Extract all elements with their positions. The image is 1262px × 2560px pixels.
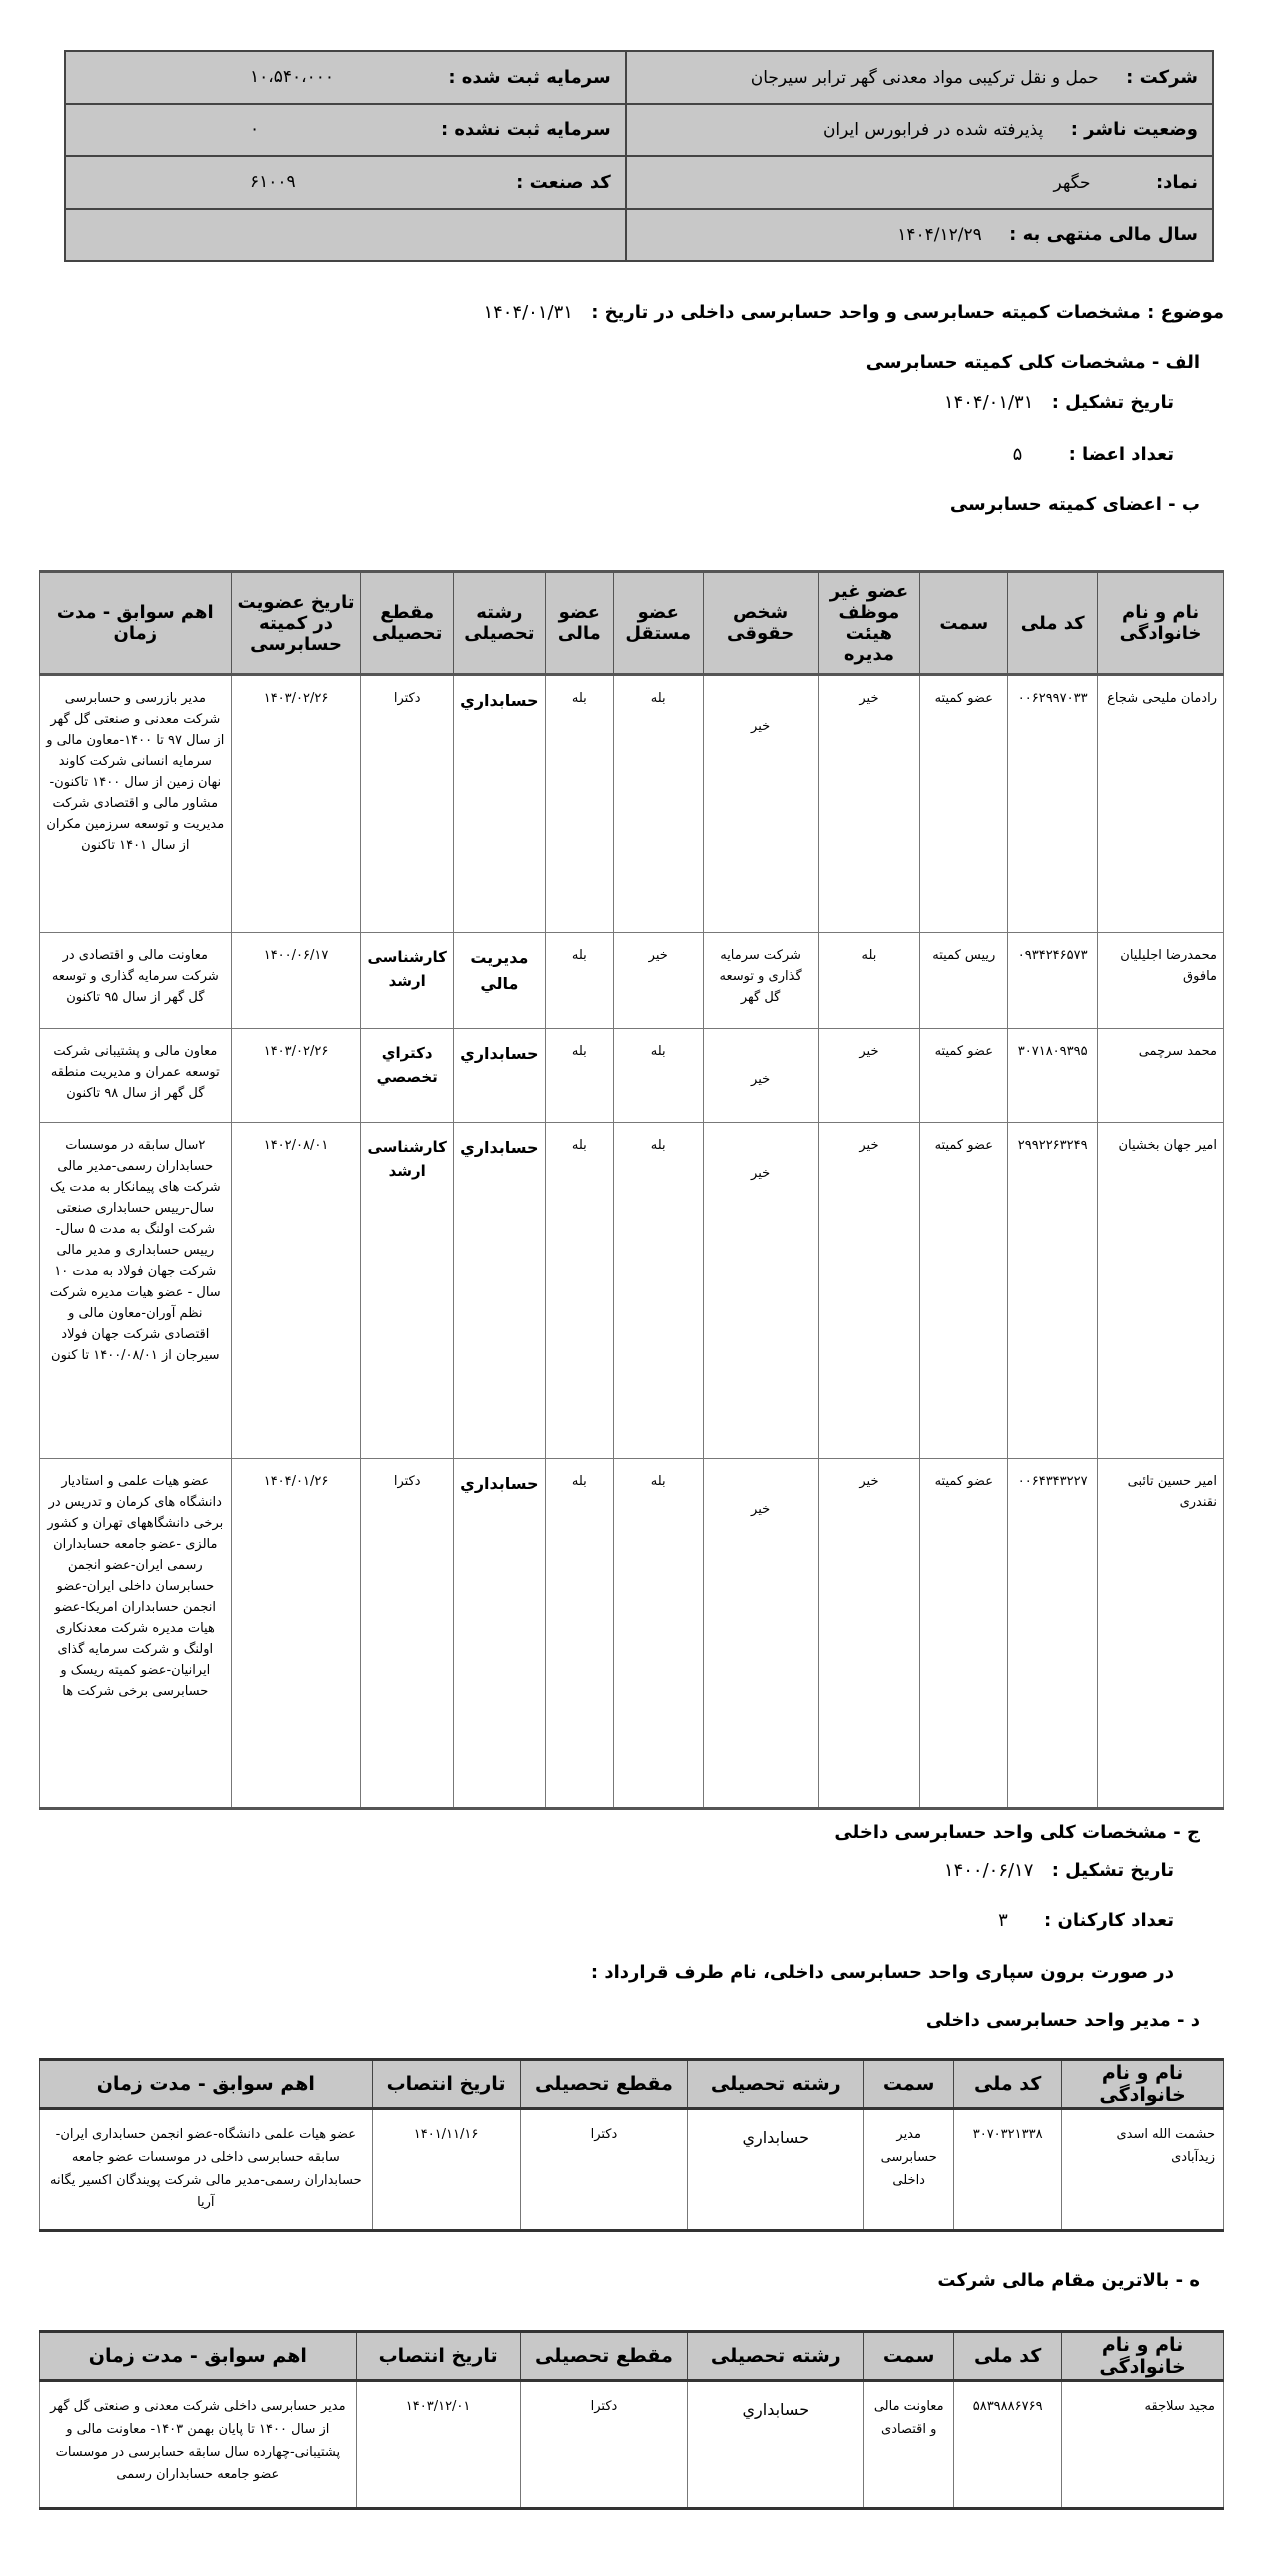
unregistered-capital-label: سرمایه ثبت نشده : xyxy=(440,119,611,141)
header-name: نام و نام خانوادگی xyxy=(1062,2060,1224,2109)
member-field: حسابداري xyxy=(453,675,545,933)
cfo-degree: دکترا xyxy=(520,2381,688,2509)
header-name: نام و نام خانوادگی xyxy=(1098,572,1224,675)
member-national-id: ۰۰۶۲۹۹۷۰۳۳ xyxy=(1008,675,1098,933)
section-a-title: الف - مشخصات کلی کمیته حسابرسی xyxy=(865,352,1200,373)
cfo-appointment: ۱۴۰۳/۱۲/۰۱ xyxy=(356,2381,520,2509)
subject-label: موضوع : مشخصات کمیته حسابرسی و واحد حسابرسی داخلی در تاریخ : xyxy=(591,302,1224,323)
header-independent: عضو مستقل xyxy=(613,572,703,675)
header-degree: مقطع تحصیلی xyxy=(520,2060,688,2109)
table-row xyxy=(40,1459,1224,1809)
symbol-label: نماد: xyxy=(1155,171,1198,193)
company-info-table xyxy=(64,50,1214,262)
company-label: شرکت : xyxy=(1126,66,1198,88)
table-row xyxy=(40,1029,1224,1123)
header-non-exec: عضو غیر موظف هیئت مدیره xyxy=(818,572,920,675)
member-membership-date: ۱۴۰۰/۰۶/۱۷ xyxy=(231,933,361,1029)
member-field: مدیریت مالي xyxy=(453,933,545,1029)
member-name: محمد سرچمی xyxy=(1098,1029,1224,1123)
section-e-title: ه - بالاترین مقام مالی شرکت xyxy=(937,2270,1200,2291)
committee-members-table xyxy=(39,570,1224,1810)
table-row xyxy=(40,675,1224,933)
member-national-id: ۰۹۳۴۲۴۶۵۷۳ xyxy=(1008,933,1098,1029)
header-appointment: تاریخ انتصاب xyxy=(372,2060,520,2109)
member-independent: بله xyxy=(613,1459,703,1809)
table-row xyxy=(40,1123,1224,1459)
fiscal-year-label: سال مالی منتهی به : xyxy=(1009,224,1198,246)
header-legal-entity: شخص حقوقی xyxy=(703,572,818,675)
header-national-id: کد ملی xyxy=(954,2332,1062,2381)
committee-formation-line xyxy=(944,392,1174,413)
industry-code-value: ۶۱۰۰۹ xyxy=(250,171,296,192)
member-non-exec: خیر xyxy=(818,1459,920,1809)
header-degree: مقطع تحصیلی xyxy=(520,2332,688,2381)
member-independent: بله xyxy=(613,1123,703,1459)
manager-header-row xyxy=(40,2060,1224,2109)
member-independent: خیر xyxy=(613,933,703,1029)
member-experience: معاون مالی و پشتیبانی شرکت توسعه عمران و مدیریت منطقه گل گهر از سال ۹۸ تاکنون xyxy=(40,1029,232,1123)
member-legal-entity: شرکت سرمایه گذاری و توسعه گل گهر xyxy=(703,933,818,1029)
header-membership-date: تاریخ عضویت در کمیته حسابرسی xyxy=(231,572,361,675)
publisher-status-label: وضعیت ناشر : xyxy=(1070,119,1198,141)
member-financial: بله xyxy=(545,1459,613,1809)
industry-code-cell xyxy=(65,156,626,209)
member-membership-date: ۱۴۰۲/۰۸/۰۱ xyxy=(231,1123,361,1459)
registered-capital-cell xyxy=(65,51,626,104)
member-membership-date: ۱۴۰۴/۰۱/۲۶ xyxy=(231,1459,361,1809)
committee-formation-label: تاریخ تشکیل : xyxy=(1051,392,1174,413)
member-name: رادمان ملیحی شجاع xyxy=(1098,675,1224,933)
table-row xyxy=(40,2381,1224,2509)
members-count-label: تعداد اعضا : xyxy=(1068,444,1174,465)
registered-capital-value: ۱۰،۵۴۰،۰۰۰ xyxy=(250,66,335,87)
member-non-exec: خیر xyxy=(818,1029,920,1123)
header-appointment: تاریخ انتصاب xyxy=(356,2332,520,2381)
member-non-exec: خیر xyxy=(818,675,920,933)
manager-name: حشمت الله اسدی زیدآبادی xyxy=(1062,2109,1224,2231)
header-position: سمت xyxy=(864,2332,954,2381)
member-membership-date: ۱۴۰۳/۰۲/۲۶ xyxy=(231,1029,361,1123)
member-name: امیر جهان بخشیان xyxy=(1098,1123,1224,1459)
unit-formation-label: تاریخ تشکیل : xyxy=(1051,1860,1174,1881)
member-legal-entity: خیر xyxy=(703,1459,818,1809)
table-row xyxy=(40,2109,1224,2231)
section-b-title: ب - اعضای کمیته حسابرسی xyxy=(949,494,1200,515)
member-experience: ۲سال سابقه در موسسات حسابداران رسمی-مدیر مالی شرکت های پیمانکار به مدت یک سال-رییس حسابداری صنعتی شرکت اولنگ به مدت ۵ سال-رییس حسابداری و مدیر مالی شرکت جهان فولاد به مدت ۱۰ سال - عضو هیات مدیره شرکت نظم آوران-معاون مالی و اقتصادی شرکت جهان فولاد سیرجان از ۱۴۰۰/۰۸/۰۱ تا کنون xyxy=(40,1123,232,1459)
manager-appointment: ۱۴۰۱/۱۱/۱۶ xyxy=(372,2109,520,2231)
member-position: عضو کمیته xyxy=(920,1123,1008,1459)
header-national-id: کد ملی xyxy=(1008,572,1098,675)
symbol-cell xyxy=(626,156,1213,209)
member-position: عضو کمیته xyxy=(920,1029,1008,1123)
unregistered-capital-value: ۰ xyxy=(250,119,260,140)
manager-position: مدیر حسابرسی داخلی xyxy=(864,2109,954,2231)
manager-field: حسابداري xyxy=(688,2109,864,2231)
company-cell xyxy=(626,51,1213,104)
cfo-header-row xyxy=(40,2332,1224,2381)
member-non-exec: بله xyxy=(818,933,920,1029)
subject-line xyxy=(483,302,1224,323)
member-legal-entity: خیر xyxy=(703,1123,818,1459)
member-experience: عضو هیات علمی و استادیار دانشگاه های کرمان و تدریس در برخی دانشگاههای تهران و کشور مالزی -عضو جامعه حسابداران رسمی ایران-عضو انجمن حسابرسان داخلی ایران-عضو انجمن حسابداران امریکا-عضو هیات مدیره شرکت معدنکاری اولنگ و شرکت سرمایه گذای ایرانیان-عضو کمیته ریسک و حسابرسی برخی شرکت ها xyxy=(40,1459,232,1809)
cfo-position: معاونت مالی و اقتصادی xyxy=(864,2381,954,2509)
member-legal-entity: خیر xyxy=(703,675,818,933)
member-degree: کارشناسی ارشد xyxy=(361,933,453,1029)
committee-header-row xyxy=(40,572,1224,675)
header-degree: مقطع تحصیلی xyxy=(361,572,453,675)
unit-formation-value: ۱۴۰۰/۰۶/۱۷ xyxy=(943,1860,1034,1881)
fiscal-year-cell xyxy=(626,209,1213,262)
section-d-title: د - مدیر واحد حسابرسی داخلی xyxy=(925,2010,1200,2031)
header-field: رشته تحصیلی xyxy=(688,2332,864,2381)
member-position: عضو کمیته xyxy=(920,1459,1008,1809)
header-position: سمت xyxy=(864,2060,954,2109)
staff-count-value: ۳ xyxy=(998,1910,1008,1931)
member-experience: معاونت مالی و اقتصادی در شرکت سرمایه گذاری و توسعه گل گهر از سال ۹۵ تاکنون xyxy=(40,933,232,1029)
manager-national-id: ۳۰۷۰۳۲۱۳۳۸ xyxy=(954,2109,1062,2231)
member-degree: دکترا xyxy=(361,675,453,933)
header-field: رشته تحصیلی xyxy=(453,572,545,675)
cfo-field: حسابداري xyxy=(688,2381,864,2509)
manager-experience: عضو هیات علمی دانشگاه-عضو انجمن حسابداری ایران-سابقه حسابرسی داخلی در موسسات عضو جامعه حسابداران رسمی-مدیر مالی شرکت پویندگان اکسیر یگانه آریا xyxy=(40,2109,373,2231)
header-name: نام و نام خانوادگی xyxy=(1062,2332,1224,2381)
header-experience: اهم سوابق - مدت زمان xyxy=(40,2060,373,2109)
section-c-title: ج - مشخصات کلی واحد حسابرسی داخلی xyxy=(834,1822,1200,1843)
unit-formation-line xyxy=(944,1860,1174,1881)
subject-date: ۱۴۰۴/۰۱/۳۱ xyxy=(483,302,573,323)
member-non-exec: خیر xyxy=(818,1123,920,1459)
member-national-id: ۰۰۶۴۳۴۳۲۲۷ xyxy=(1008,1459,1098,1809)
member-independent: بله xyxy=(613,1029,703,1123)
member-degree: دکترا xyxy=(361,1459,453,1809)
registered-capital-label: سرمایه ثبت شده : xyxy=(448,66,611,88)
member-independent: بله xyxy=(613,675,703,933)
header-financial: عضو مالی xyxy=(545,572,613,675)
member-name: محمدرضا اجلیلیان مافوق xyxy=(1098,933,1224,1029)
member-position: عضو کمیته xyxy=(920,675,1008,933)
member-degree: دکتراي تخصصي xyxy=(361,1029,453,1123)
member-financial: بله xyxy=(545,1029,613,1123)
staff-count-label: تعداد کارکنان : xyxy=(1044,1910,1174,1931)
outsourcing-line: در صورت برون سپاری واحد حسابرسی داخلی، نام طرف قرارداد : xyxy=(590,1962,1174,1983)
cfo-experience: مدیر حسابرسی داخلی شرکت معدنی و صنعتی گل گهر از سال ۱۴۰۰ تا پایان بهمن ۱۴۰۳- معاونت مالی و پشتیبانی-چهارده سال سابقه حسابرسی در موسسات عضو جامعه حسابداران رسمی xyxy=(40,2381,357,2509)
member-financial: بله xyxy=(545,1123,613,1459)
member-field: حسابداري xyxy=(453,1123,545,1459)
member-experience: مدیر بازرسی و حسابرسی شرکت معدنی و صنعتی گل گهر از سال ۹۷ تا ۱۴۰۰-معاون مالی و سرمایه انسانی شرکت کاوند نهان زمین از سال ۱۴۰۰ تاکنون-مشاور مالی و اقتصادی شرکت مدیریت و توسعه سرزمین مکران از سال ۱۴۰۱ تاکنون xyxy=(40,675,232,933)
staff-count-line xyxy=(998,1910,1174,1931)
industry-code-label: کد صنعت : xyxy=(516,171,611,193)
member-national-id: ۳۰۷۱۸۰۹۳۹۵ xyxy=(1008,1029,1098,1123)
empty-cell xyxy=(65,209,626,262)
member-degree: کارشناسی ارشد xyxy=(361,1123,453,1459)
member-name: امیر حسین تائبی نقندری xyxy=(1098,1459,1224,1809)
member-financial: بله xyxy=(545,933,613,1029)
cfo-table xyxy=(39,2330,1224,2510)
manager-degree: دکترا xyxy=(520,2109,688,2231)
members-count-value: ۵ xyxy=(1012,444,1023,465)
header-experience: اهم سوابق - مدت زمان xyxy=(40,572,232,675)
header-experience: اهم سوابق - مدت زمان xyxy=(40,2332,357,2381)
member-position: رییس کمیته xyxy=(920,933,1008,1029)
publisher-status-value: پذیرفته شده در فرابورس ایران xyxy=(822,120,1044,141)
members-count-line xyxy=(1013,444,1174,465)
header-field: رشته تحصیلی xyxy=(688,2060,864,2109)
symbol-value: حگهر xyxy=(1053,172,1091,193)
publisher-status-cell xyxy=(626,104,1213,157)
member-national-id: ۲۹۹۲۲۶۳۲۴۹ xyxy=(1008,1123,1098,1459)
header-national-id: کد ملی xyxy=(954,2060,1062,2109)
header-position: سمت xyxy=(920,572,1008,675)
unregistered-capital-cell xyxy=(65,104,626,157)
fiscal-year-value: ۱۴۰۴/۱۲/۲۹ xyxy=(897,225,982,246)
table-row xyxy=(40,933,1224,1029)
internal-audit-manager-table xyxy=(39,2058,1224,2232)
company-value: حمل و نقل ترکیبی مواد معدنی گهر ترابر سیرجان xyxy=(750,67,1099,88)
cfo-national-id: ۵۸۳۹۸۸۶۷۶۹ xyxy=(954,2381,1062,2509)
member-field: حسابداري xyxy=(453,1459,545,1809)
cfo-name: مجید سلاجقه xyxy=(1062,2381,1224,2509)
committee-formation-value: ۱۴۰۴/۰۱/۳۱ xyxy=(943,392,1034,413)
member-financial: بله xyxy=(545,675,613,933)
member-field: حسابداري xyxy=(453,1029,545,1123)
member-legal-entity: خیر xyxy=(703,1029,818,1123)
member-membership-date: ۱۴۰۳/۰۲/۲۶ xyxy=(231,675,361,933)
